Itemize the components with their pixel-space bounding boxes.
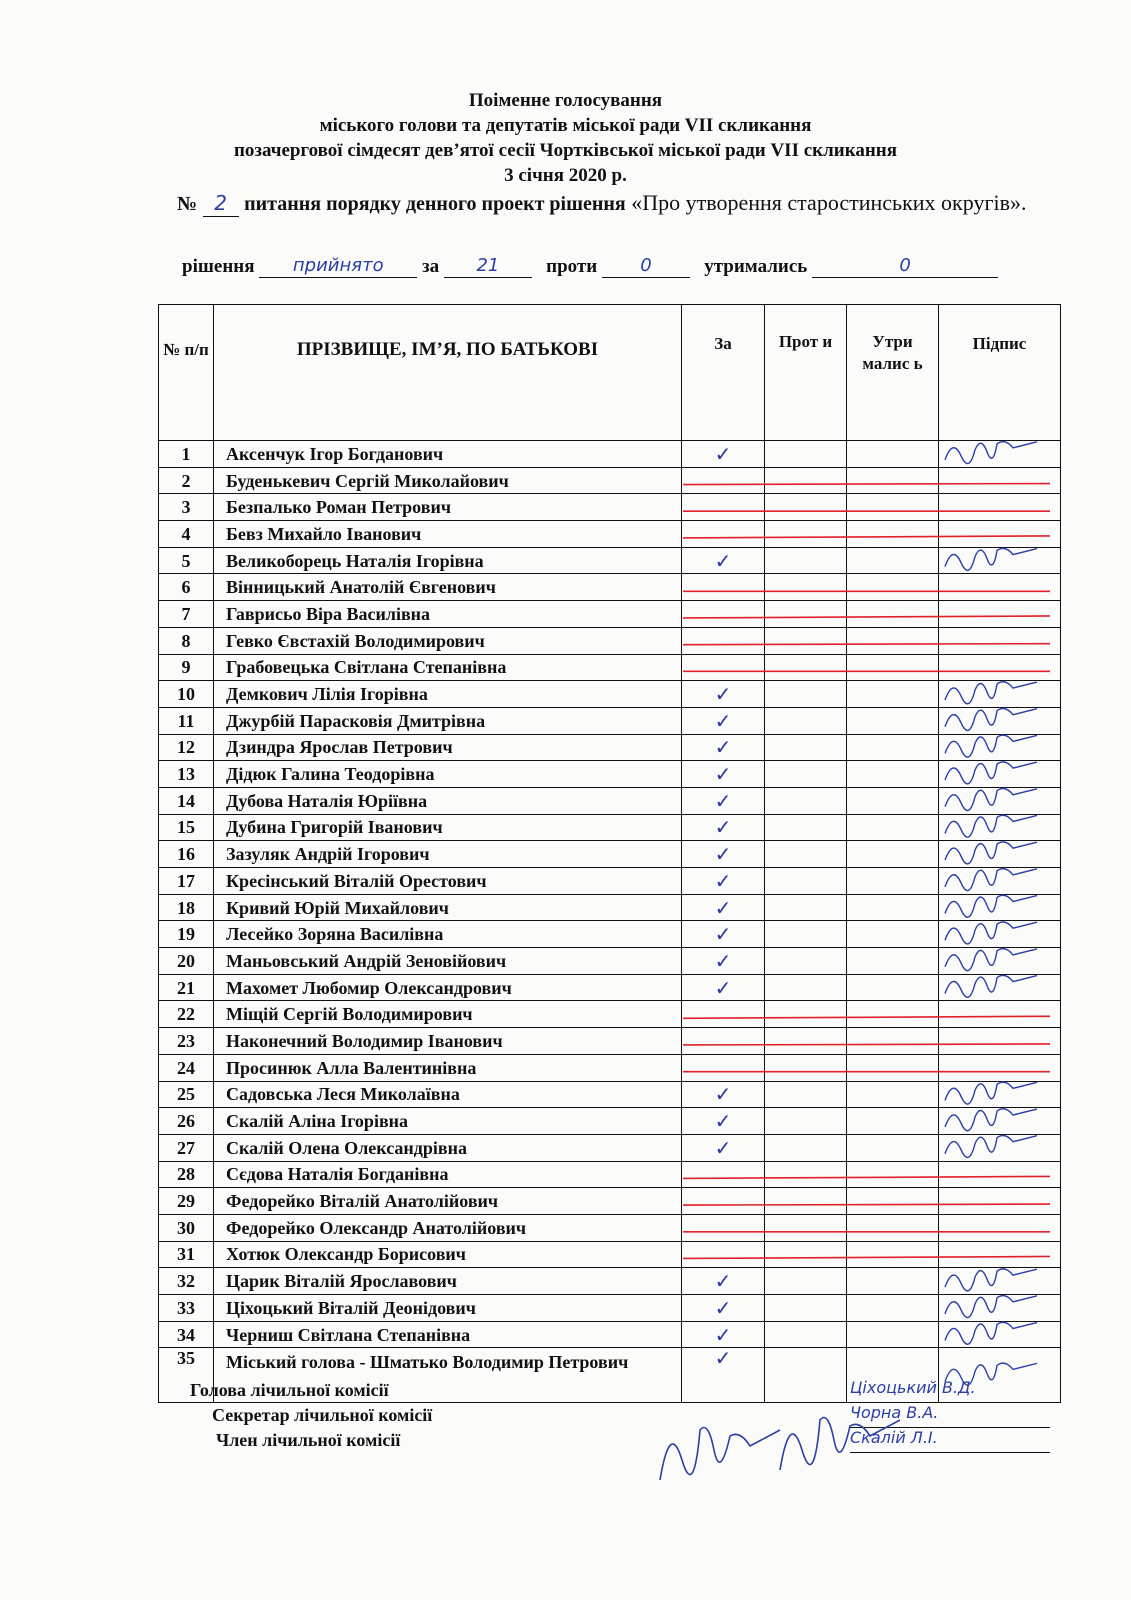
vote-against-cell (765, 627, 847, 654)
signature-cell (939, 1108, 1061, 1135)
counting-commission (190, 1378, 432, 1453)
member-name: Бевз Михайло Іванович (214, 521, 682, 548)
vote-for-cell (682, 1001, 765, 1028)
row-number: 15 (159, 814, 214, 841)
row-number: 9 (159, 654, 214, 681)
for-count: 21 (444, 257, 532, 278)
table-row (159, 601, 1061, 628)
col-header-signature: Підпис (939, 305, 1061, 441)
vote-for-cell: ✓ (682, 441, 765, 468)
signature-cell (939, 734, 1061, 761)
vote-abstained-cell (847, 1108, 939, 1135)
header-subtitle: міського голови та депутатів міської ради VII скликання (319, 115, 812, 136)
signature-cell (939, 1134, 1061, 1161)
col-header-name: ПРІЗВИЩЕ, ІМ’Я, ПО БАТЬКОВІ (214, 305, 682, 441)
vote-abstained-cell (847, 787, 939, 814)
vote-against-cell (765, 707, 847, 734)
table-row (159, 1001, 1061, 1028)
signature-cell (939, 521, 1061, 548)
signature-cell (939, 654, 1061, 681)
commission-member-name: Скалій Л.І. (850, 1428, 1050, 1453)
row-number: 13 (159, 761, 214, 788)
row-number: 4 (159, 521, 214, 548)
vote-abstained-cell (847, 441, 939, 468)
row-number: 23 (159, 1028, 214, 1055)
signature-cell (939, 1054, 1061, 1081)
vote-for-cell (682, 1161, 765, 1188)
vote-abstained-cell (847, 1134, 939, 1161)
header-date: 3 січня 2020 р. (504, 165, 627, 186)
vote-against-cell (765, 734, 847, 761)
signature-cell (939, 1241, 1061, 1268)
vote-for-cell (682, 574, 765, 601)
row-number: 8 (159, 627, 214, 654)
vote-abstained-cell (847, 1295, 939, 1322)
commission-signature (660, 1428, 780, 1481)
vote-against-cell (765, 441, 847, 468)
member-name: Садовська Леся Миколаївна (214, 1081, 682, 1108)
member-name: Наконечний Володимир Іванович (214, 1028, 682, 1055)
document-header (0, 88, 1131, 188)
vote-against-cell (765, 814, 847, 841)
signature-cell (939, 1028, 1061, 1055)
vote-for-cell (682, 467, 765, 494)
signature-cell (939, 601, 1061, 628)
member-name: Міщій Сергій Володимирович (214, 1001, 682, 1028)
commission-chair-name: Ціхоцький В.Д. (850, 1378, 1050, 1403)
table-row (159, 1321, 1061, 1348)
row-number: 35 (159, 1348, 214, 1403)
vote-against-cell (765, 868, 847, 895)
member-name: Маньовський Андрій Зеновійович (214, 948, 682, 975)
member-name: Федорейко Віталій Анатолійович (214, 1188, 682, 1215)
table-row (159, 1028, 1061, 1055)
signature-cell (939, 1001, 1061, 1028)
signature-cell (939, 441, 1061, 468)
vote-for-cell (682, 627, 765, 654)
table-row (159, 1161, 1061, 1188)
vote-for-cell: ✓ (682, 1108, 765, 1135)
vote-for-cell (682, 1028, 765, 1055)
table-row (159, 441, 1061, 468)
row-number: 3 (159, 494, 214, 521)
vote-abstained-cell (847, 1241, 939, 1268)
commission-secretary-label: Секретар лічильної комісії (212, 1405, 433, 1425)
signature-cell (939, 1188, 1061, 1215)
row-number: 2 (159, 467, 214, 494)
vote-against-cell (765, 1188, 847, 1215)
table-row (159, 921, 1061, 948)
member-name: Гаврисьо Віра Василівна (214, 601, 682, 628)
vote-for-cell: ✓ (682, 974, 765, 1001)
vote-abstained-cell (847, 1188, 939, 1215)
vote-table (158, 304, 1061, 1403)
signature-cell (939, 1295, 1061, 1322)
signature-cell (939, 627, 1061, 654)
member-name: Дідюк Галина Теодорівна (214, 761, 682, 788)
signature-cell (939, 868, 1061, 895)
vote-abstained-cell (847, 974, 939, 1001)
row-number: 28 (159, 1161, 214, 1188)
row-number: 31 (159, 1241, 214, 1268)
agenda-prefix: питання порядку денного проект рішення (244, 193, 626, 215)
vote-for-cell: ✓ (682, 1321, 765, 1348)
vote-against-cell (765, 467, 847, 494)
vote-against-cell (765, 494, 847, 521)
against-count: 0 (602, 257, 690, 278)
vote-abstained-cell (847, 574, 939, 601)
row-number: 16 (159, 841, 214, 868)
commission-names (850, 1378, 1050, 1453)
table-row (159, 787, 1061, 814)
vote-for-cell (682, 1054, 765, 1081)
col-header-abstained: Утри малис ь (847, 305, 939, 441)
row-number: 17 (159, 868, 214, 895)
abstained-count: 0 (812, 257, 998, 278)
table-row (159, 627, 1061, 654)
vote-abstained-cell (847, 494, 939, 521)
member-name: Просинюк Алла Валентинівна (214, 1054, 682, 1081)
abstained-label: утримались (704, 256, 808, 277)
signature-cell (939, 894, 1061, 921)
row-number: 18 (159, 894, 214, 921)
vote-against-cell (765, 841, 847, 868)
vote-for-cell: ✓ (682, 1295, 765, 1322)
table-row (159, 974, 1061, 1001)
vote-for-cell: ✓ (682, 948, 765, 975)
signature-cell (939, 1214, 1061, 1241)
vote-abstained-cell (847, 547, 939, 574)
vote-against-cell (765, 1214, 847, 1241)
vote-against-cell (765, 894, 847, 921)
member-name: Махомет Любомир Олександрович (214, 974, 682, 1001)
vote-against-cell (765, 1241, 847, 1268)
signature-cell (939, 707, 1061, 734)
header-session: позачергової сімдесят дев’ятої сесії Чортківської міської ради VII скликання (233, 140, 898, 161)
vote-for-cell: ✓ (682, 734, 765, 761)
table-row (159, 734, 1061, 761)
vote-against-cell (765, 948, 847, 975)
row-number: 20 (159, 948, 214, 975)
col-header-number: № п/п (159, 305, 214, 441)
table-row (159, 1241, 1061, 1268)
vote-abstained-cell (847, 707, 939, 734)
table-row (159, 654, 1061, 681)
row-number: 30 (159, 1214, 214, 1241)
table-row (159, 1268, 1061, 1295)
table-row (159, 1108, 1061, 1135)
vote-abstained-cell (847, 948, 939, 975)
vote-for-cell (682, 654, 765, 681)
commission-member-label: Член лічильної комісії (216, 1430, 401, 1450)
row-number: 12 (159, 734, 214, 761)
row-number: 26 (159, 1108, 214, 1135)
vote-abstained-cell (847, 627, 939, 654)
vote-against-cell (765, 1268, 847, 1295)
member-name: Вінницький Анатолій Євгенович (214, 574, 682, 601)
member-name: Джурбій Парасковія Дмитрівна (214, 707, 682, 734)
vote-abstained-cell (847, 894, 939, 921)
member-name: Лесейко Зоряна Василівна (214, 921, 682, 948)
vote-abstained-cell (847, 761, 939, 788)
agenda-number-label: № (177, 193, 198, 215)
vote-against-cell (765, 1108, 847, 1135)
table-row (159, 547, 1061, 574)
row-number: 27 (159, 1134, 214, 1161)
vote-for-cell: ✓ (682, 547, 765, 574)
member-name: Сєдова Наталія Богданівна (214, 1161, 682, 1188)
row-number: 11 (159, 707, 214, 734)
row-number: 7 (159, 601, 214, 628)
vote-abstained-cell (847, 521, 939, 548)
member-name: Царик Віталій Ярославович (214, 1268, 682, 1295)
table-row (159, 894, 1061, 921)
signature-cell (939, 574, 1061, 601)
signature-cell (939, 948, 1061, 975)
table-row (159, 868, 1061, 895)
vote-abstained-cell (847, 601, 939, 628)
signature-cell (939, 761, 1061, 788)
member-name: Аксенчук Ігор Богданович (214, 441, 682, 468)
row-number: 21 (159, 974, 214, 1001)
table-row (159, 1188, 1061, 1215)
header-title: Поіменне голосування (468, 90, 663, 111)
vote-against-cell (765, 574, 847, 601)
decision-line (182, 256, 998, 278)
row-number: 19 (159, 921, 214, 948)
table-row (159, 1054, 1061, 1081)
row-number: 25 (159, 1081, 214, 1108)
vote-for-cell: ✓ (682, 841, 765, 868)
vote-against-cell (765, 1295, 847, 1322)
vote-against-cell (765, 1161, 847, 1188)
member-name: Буденькевич Сергій Миколайович (214, 467, 682, 494)
vote-abstained-cell (847, 1081, 939, 1108)
vote-against-cell (765, 681, 847, 708)
vote-for-cell (682, 494, 765, 521)
vote-for-cell: ✓ (682, 1348, 765, 1403)
vote-for-cell: ✓ (682, 1268, 765, 1295)
agenda-number: 2 (203, 190, 239, 217)
signature-cell (939, 1081, 1061, 1108)
member-name: Кресінський Віталій Орестович (214, 868, 682, 895)
vote-for-cell: ✓ (682, 921, 765, 948)
member-name: Хотюк Олександр Борисович (214, 1241, 682, 1268)
member-name: Великоборець Наталія Ігорівна (214, 547, 682, 574)
vote-abstained-cell (847, 654, 939, 681)
row-number: 10 (159, 681, 214, 708)
vote-for-cell: ✓ (682, 894, 765, 921)
vote-against-cell (765, 1054, 847, 1081)
member-name: Грабовецька Світлана Степанівна (214, 654, 682, 681)
table-row (159, 1214, 1061, 1241)
vote-against-cell (765, 547, 847, 574)
vote-abstained-cell (847, 814, 939, 841)
member-name: Міський голова - Шматько Володимир Петрович (214, 1348, 682, 1403)
against-label: проти (546, 256, 598, 277)
vote-against-cell (765, 921, 847, 948)
for-label: за (422, 256, 440, 277)
vote-for-cell: ✓ (682, 787, 765, 814)
table-row (159, 494, 1061, 521)
commission-secretary-name: Чорна В.А. (850, 1403, 1050, 1428)
signature-cell (939, 921, 1061, 948)
vote-abstained-cell (847, 868, 939, 895)
member-name: Гевко Євстахій Володимирович (214, 627, 682, 654)
signature-cell (939, 1268, 1061, 1295)
vote-against-cell (765, 601, 847, 628)
member-name: Скалій Олена Олександрівна (214, 1134, 682, 1161)
signature-cell (939, 547, 1061, 574)
vote-for-cell (682, 1214, 765, 1241)
table-row (159, 814, 1061, 841)
row-number: 34 (159, 1321, 214, 1348)
col-header-against: Прот и (765, 305, 847, 441)
table-row (159, 467, 1061, 494)
table-row (159, 521, 1061, 548)
row-number: 22 (159, 1001, 214, 1028)
vote-against-cell (765, 654, 847, 681)
signature-cell (939, 841, 1061, 868)
vote-against-cell (765, 787, 847, 814)
row-number: 29 (159, 1188, 214, 1215)
member-name: Черниш Світлана Степанівна (214, 1321, 682, 1348)
vote-for-cell (682, 521, 765, 548)
vote-against-cell (765, 1134, 847, 1161)
vote-abstained-cell (847, 681, 939, 708)
member-name: Демкович Лілія Ігорівна (214, 681, 682, 708)
table-row (159, 761, 1061, 788)
vote-for-cell (682, 1241, 765, 1268)
vote-for-cell: ✓ (682, 814, 765, 841)
vote-abstained-cell (847, 921, 939, 948)
agenda-item (177, 190, 1057, 217)
signature-cell (939, 494, 1061, 521)
table-row (159, 574, 1061, 601)
member-name: Безпалько Роман Петрович (214, 494, 682, 521)
row-number: 33 (159, 1295, 214, 1322)
vote-abstained-cell (847, 1054, 939, 1081)
signature-cell (939, 814, 1061, 841)
table-row (159, 948, 1061, 975)
vote-for-cell: ✓ (682, 868, 765, 895)
member-name: Зазуляк Андрій Ігорович (214, 841, 682, 868)
row-number: 5 (159, 547, 214, 574)
vote-against-cell (765, 1348, 847, 1403)
table-row (159, 1134, 1061, 1161)
member-name: Скалій Аліна Ігорівна (214, 1108, 682, 1135)
vote-for-cell (682, 1188, 765, 1215)
vote-abstained-cell (847, 1214, 939, 1241)
row-number: 14 (159, 787, 214, 814)
vote-against-cell (765, 974, 847, 1001)
vote-abstained-cell (847, 1028, 939, 1055)
vote-abstained-cell (847, 1001, 939, 1028)
signature-cell (939, 681, 1061, 708)
row-number: 32 (159, 1268, 214, 1295)
signature-cell (939, 787, 1061, 814)
table-row (159, 841, 1061, 868)
vote-against-cell (765, 1028, 847, 1055)
vote-for-cell: ✓ (682, 707, 765, 734)
vote-against-cell (765, 1321, 847, 1348)
member-name: Дубина Григорій Іванович (214, 814, 682, 841)
table-row (159, 681, 1061, 708)
table-row (159, 1081, 1061, 1108)
vote-abstained-cell (847, 841, 939, 868)
signature-cell (939, 467, 1061, 494)
member-name: Кривий Юрій Михайлович (214, 894, 682, 921)
member-name: Дзиндра Ярослав Петрович (214, 734, 682, 761)
signature-cell (939, 1321, 1061, 1348)
vote-for-cell: ✓ (682, 1134, 765, 1161)
member-name: Федорейко Олександр Анатолійович (214, 1214, 682, 1241)
vote-for-cell: ✓ (682, 1081, 765, 1108)
commission-chair-label: Голова лічильної комісії (190, 1380, 389, 1400)
vote-abstained-cell (847, 1268, 939, 1295)
decision-value: прийнято (259, 257, 417, 278)
table-row (159, 707, 1061, 734)
vote-for-cell: ✓ (682, 681, 765, 708)
signature-cell (939, 974, 1061, 1001)
vote-for-cell: ✓ (682, 761, 765, 788)
vote-against-cell (765, 761, 847, 788)
vote-against-cell (765, 1001, 847, 1028)
agenda-title: «Про утворення старостинських округів». (631, 190, 1027, 215)
row-number: 24 (159, 1054, 214, 1081)
row-number: 6 (159, 574, 214, 601)
col-header-for: За (682, 305, 765, 441)
decision-label: рішення (182, 256, 255, 277)
vote-abstained-cell (847, 1161, 939, 1188)
vote-abstained-cell (847, 734, 939, 761)
vote-abstained-cell (847, 467, 939, 494)
member-name: Дубова Наталія Юріївна (214, 787, 682, 814)
vote-for-cell (682, 601, 765, 628)
row-number: 1 (159, 441, 214, 468)
vote-abstained-cell (847, 1321, 939, 1348)
signature-cell (939, 1161, 1061, 1188)
vote-against-cell (765, 521, 847, 548)
table-row (159, 1295, 1061, 1322)
vote-against-cell (765, 1081, 847, 1108)
member-name: Ціхоцький Віталій Деонідович (214, 1295, 682, 1322)
